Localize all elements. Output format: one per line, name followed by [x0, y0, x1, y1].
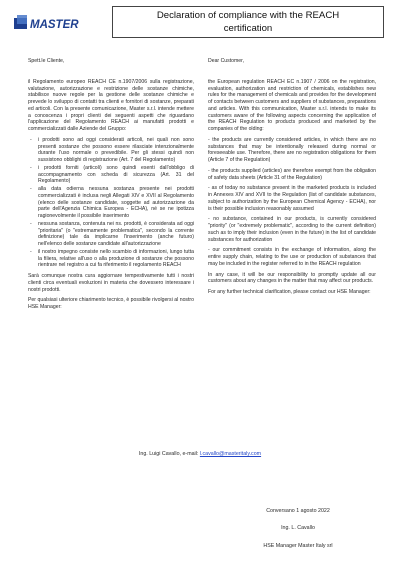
- list-item: - nessuna sostanza, contenuta nei ns. prodotti, è considerata ad oggi "prioritaria" (o "estremamente problematica", secondo la corrente definizione) tale da implicarne l'inserimento (anche futuro) nell'elenco delle sostanze candidate all'autorizzazione: [28, 221, 194, 248]
- list-item: - the products supplied (articles) are therefore exempt from the obligation of safety data sheets (Article 31 of the Regulation): [208, 167, 376, 181]
- list-item: - i prodotti sono ad oggi considerati articoli, nei quali non sono presenti sostanze che possono essere rilasciate intenzionalmente durante l'uso normale o prevedibile. Per gli stessi quindi non sussistono obblighi di registrazione (Art. 7 del Regolamento): [28, 137, 194, 164]
- list-item: - i prodotti forniti (articoli) sono quindi esenti dall'obbligo di accompagnamento con scheda di sicurezza (Art. 31 del Regolamento): [28, 165, 194, 185]
- contact-line: [0, 451, 400, 457]
- master-logo: [14, 14, 92, 32]
- intro-paragraph-it: il Regolamento europeo REACH CE n.1907/2006 sulla registrazione, valutazione, autorizzazione e restrizione delle sostanze chimiche, stabilisce nuove regole per la gestione delle sostanze chimiche e prevede lo sviluppo di contatti tra clienti e fornitori di sostanze, preparati ed articoli. Con la presente comunicazione, Master s.r.l. intende mettere a conoscenza i propri clienti dei seguenti aspetti che riguardano l'applicazione del Regolamento REACH ai manufatti prodotti e commercializzati dalle Aziende del Gruppo:: [28, 78, 194, 132]
- title-line-2: certification: [223, 23, 273, 34]
- bullet-list-it: [28, 137, 194, 269]
- contact-name: Ing. Luigi Cavallo, e-mail:: [138, 451, 200, 457]
- list-item: - our commitment consists in the exchange of information, along the entire supply chain, relating to the use or production of substances that may be included in the register referred to in the REACH regulation: [208, 247, 376, 267]
- update-paragraph-it: Sarà comunque nostra cura aggiornare tempestivamente tutti i nostri clienti circa eventuali evoluzioni in materia che dovessero interessare i nostri prodotti.: [28, 273, 194, 293]
- place-date: Conversano 1 agosto 2022: [266, 508, 330, 514]
- list-item: - alla data odierna nessuna sostanza presente nei prodotti commercializzati è inclusa negli Allegati XIV e XVII al Regolamento (elenco delle sostanze candidate, soggette ad autorizzazione da parte dell'Agenzia Chimica Europea - ECHA), né se ne ipotizza ragionevolmente il possibile inserimento: [28, 186, 194, 220]
- document-title: [112, 6, 384, 38]
- signer-name: Ing. L. Cavallo: [281, 525, 315, 531]
- english-column: [208, 58, 376, 300]
- signer-role: HSE Manager Master Italy srl: [263, 543, 333, 549]
- list-item: - il nostro impegno consiste nello scambio di informazioni, lungo tutta la filiera, relative all'uso o alla produzione di sostanze che possono rientrare nel registro a cui fa riferimento il regolamento REACH: [28, 249, 194, 269]
- list-item: - as of today no substance present in the marketed products is included in Annexes XIV and XVII to the Regulation (list of candidate substances, subject to authorization by the European Chemical Agency - ECHA), nor is their possible inclusion reasonably assumed: [208, 185, 376, 212]
- update-paragraph-en: In any case, it will be our responsibility to promptly update all our customers about any changes in the matter that may affect our products.: [208, 271, 376, 285]
- contact-paragraph-it: Per qualsiasi ulteriore chiarimento tecnico, è possibile rivolgersi al nostro HSE Manager:: [28, 297, 194, 310]
- italian-column: [28, 58, 194, 315]
- document-header: [14, 6, 386, 40]
- title-line-1: Declaration of compliance with the REACH: [156, 10, 340, 21]
- logo-text: MASTER: [30, 19, 79, 31]
- intro-paragraph-en: the European regulation REACH EC n.1907 / 2006 on the registration, evaluation, authorization and restriction of chemicals, establishes new rules for the management of chemicals and provides for the development of contacts between customers and suppliers of substances, preparations and articles. With this communication, Master s.r.l. intends to make its customers aware of the following aspects concerning the application of the REACH Regulation to products produced and marketed by the companies of the olding:: [208, 78, 376, 132]
- email-link[interactable]: l.cavallo@masteritaly.com: [199, 451, 262, 457]
- greeting-it: Spett.le Cliente,: [28, 58, 65, 64]
- contact-paragraph-en: For any further technical clarification, please contact our HSE Manager:: [208, 289, 371, 295]
- list-item: - the products are currently considered articles, in which there are no substances that may be intentionally released during normal or foreseeable use. Therefore, there are no registration obligations for them (Article 7 of the Regulation): [208, 136, 376, 163]
- greeting-en: Dear Customer,: [208, 58, 244, 64]
- list-item: - no substance, contained in our products, is currently considered "priority" (or "extremely problematic", according to the current definition) such as to imply their inclusion (even in the future) in the list of candidate substances for authorization: [208, 216, 376, 243]
- bullet-list-en: [208, 137, 376, 268]
